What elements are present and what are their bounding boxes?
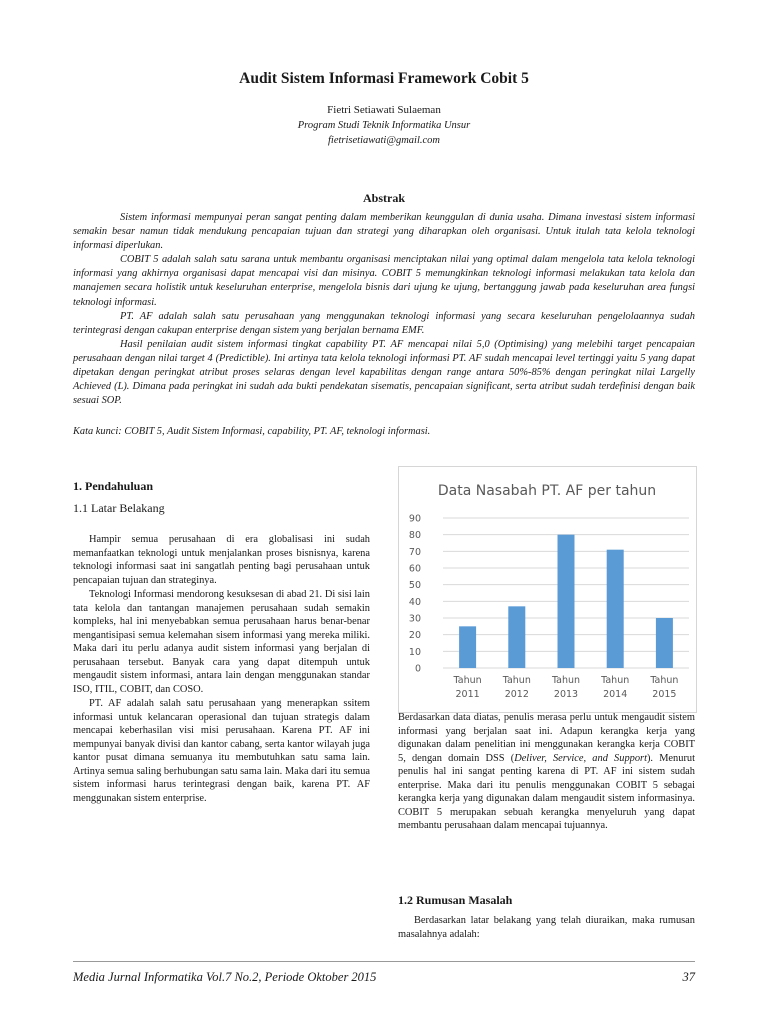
bar-2012 [508, 606, 525, 668]
keywords: Kata kunci: COBIT 5, Audit Sistem Informasi, capability, PT. AF, teknologi informasi. [73, 426, 431, 437]
bar-chart [398, 466, 697, 713]
subsection-heading: 1.1 Latar Belakang [73, 500, 165, 515]
chart-canvas [399, 467, 696, 712]
left-column [73, 480, 370, 805]
x-category-label: Tahun [502, 675, 531, 686]
chart-title: Data Nasabah PT. AF per tahun [437, 483, 657, 499]
x-category-label: 2012 [504, 689, 529, 700]
bar-2014 [607, 550, 624, 668]
y-tick-label: 90 [408, 513, 421, 525]
x-category-label: 2015 [652, 689, 677, 700]
y-tick-label: 80 [408, 530, 421, 542]
y-tick-label: 60 [408, 563, 421, 575]
y-axis-ticks [409, 514, 421, 675]
y-tick-label: 70 [408, 546, 421, 558]
y-tick-label: 0 [414, 663, 421, 675]
abstract-heading: Abstrak [362, 191, 405, 205]
abstract-paragraph: Hasil penilaian audit sistem informasi tingkat capability PT. AF mencapai nilai 5,0 (Optimising) yang melebihi target pencapaian perusahaan dengan nilai target 4 (Predictible). Ini artinya tata kelola teknologi informasi PT. AF sudah mencapai level tertinggi yaitu 5 yang dapat dipetakan dengan peringkat atribut proses selaras dengan level kapabilitas dengan range antara 50%-85% dengan peringkat nilai Largelly Achieved (L). Dimana pada peringkat ini sudah ada bukti pendekatan sisematis, pencapaian significant, serta atribut sudah terdefinisi dengan baik sesuai SOP. [73, 338, 695, 407]
y-tick-label: 40 [408, 596, 421, 608]
footer-journal: Media Jurnal Informatika Vol.7 No.2, Periode Oktober 2015 [73, 970, 377, 984]
author-email: fietrisetiawati@gmail.com [327, 135, 441, 146]
section-heading: 1.2 Rumusan Masalah [398, 893, 513, 907]
body-paragraph [398, 711, 695, 833]
y-tick-label: 30 [408, 613, 421, 625]
bar-2013 [558, 535, 575, 668]
abstract-paragraph: Sistem informasi mempunyai peran sangat penting dalam memberikan keunggulan di dunia usaha. Dimana investasi sistem informasi semakin besar namun tidak mendukung pencapaian tujuan dan strategi yang diharapkan oleh organisasi. Untuk itulah tata kelola teknologi informasi diperlukan. [73, 212, 695, 252]
body-paragraph: Berdasarkan latar belakang yang telah diuraikan, maka rumusan masalahnya adalah: [398, 915, 695, 940]
bar-2011 [459, 626, 476, 668]
x-category-label: Tahun [453, 675, 482, 686]
y-tick-label: 50 [408, 580, 421, 592]
body-paragraph: Teknologi Informasi mendorong kesuksesan di abad 21. Di sisi lain tata kelola dan tantangan manajemen perusahaan sudah semakin kompleks, hal ini menyebabkan semua perusahaan harus benar-benar mengantisipasi semua kelemahan sisem informasi yang mereka miliki. Maka dari itu perlu adanya audit sistem informasi yang berjalan di perusahaan tersebut. Banyak cara yang dapat ditempuh untuk mengaudit sistem informasi, antara lain dengan menggunakan standar ISO, ITIL, COBIT, dan COSO. [73, 589, 370, 695]
page-number: 37 [682, 970, 695, 984]
x-category-label: 2013 [553, 689, 579, 700]
paragraph-text: ). Menurut penulis hal ini sangat penting karena di PT. AF ini sistem sudah enterprise. Maka dari itu penulis menggunakan COBIT 5 sebagai kerangka kerja yang digunakan dalam mengaudit sistem informasinya. COBIT 5 merupakan sebuah kerangka menyeluruh yang dapat membantu perusahaan dalam mencapai tujuannya. [398, 752, 695, 831]
y-tick-label: 20 [408, 630, 421, 642]
paper-title: Audit Sistem Informasi Framework Cobit 5 [239, 70, 529, 87]
abstract-paragraph: COBIT 5 adalah salah satu sarana untuk membantu organisasi menciptakan nilai yang optimal dalam mengelola tata kelola teknologi informasi yang akhirnya organisasi dapat mencapai visi dan misinya. COBIT 5 memungkinkan teknologi informasi melakukan tata kelola dan manajemen secara holistik untuk keseluruhan enterprise, mengelola bisnis dari ujung ke ujung, bertanggung jawab pada keseluruhan area fungsi teknologi informasi. [73, 254, 695, 308]
section-heading: 1. Pendahuluan [73, 479, 154, 493]
x-category-label: 2011 [455, 689, 480, 700]
x-axis-labels [453, 675, 679, 700]
author-name: Fietri Setiawati Sulaeman [327, 104, 441, 116]
author-affiliation: Program Studi Teknik Informatika Unsur [297, 120, 471, 131]
paragraph-text: Berdasarkan data diatas, penulis merasa perlu untuk mengaudit sistem informasi yang berjalan saat ini. Adapun kerangka kerja yang digunakan dalam penelitian ini menggunakan kerangka kerja COBIT 5, dengan domain DSS ( [398, 712, 695, 764]
abstract-body [73, 211, 695, 408]
x-category-label: 2014 [603, 689, 628, 700]
paragraph-italic: Deliver, Service, and Support [514, 752, 647, 764]
body-paragraph: Hampir semua perusahaan di era globalisasi ini sudah memanfaatkan teknologi untuk menjalankan proses bisnisnya, karena teknologi informasi saat ini sangatlah penting bagi perusahaan untuk pencapaian tujuan dan strateginya. [73, 534, 370, 586]
bar-2015 [656, 618, 673, 668]
x-category-label: Tahun [601, 675, 630, 686]
body-paragraph: PT. AF adalah salah satu perusahaan yang menerapkan ssitem informasi untuk kelancaran operasional dan tujuan strategis dalam mencapai keberhasilan visi misi perusahaan. Karena PT. AF ini mempunyai banyak divisi dan kantor cabang, serta kantor wilayah juga kantor pusat dimana semuanya itu membutuhkan satu sama lain. Artinya semua saling berhubungan satu sama lain. Maka dari itu semua sistem informasi harus terintegrasi dengan baik, karena PT. AF menggunakan sistem enterprise. [73, 698, 370, 804]
x-category-label: Tahun [551, 675, 581, 686]
right-column [398, 711, 695, 833]
abstract-paragraph: PT. AF adalah salah satu perusahaan yang menggunakan teknologi informasi yang secara keseluruhan pengelolaannya sudah terintegrasi dengan cakupan enterprise dengan sistem yang berjalan bernama EMF. [73, 310, 695, 336]
y-tick-label: 10 [408, 646, 421, 658]
x-category-label: Tahun [650, 675, 679, 686]
section-text [398, 914, 695, 942]
footer-divider [73, 961, 695, 962]
